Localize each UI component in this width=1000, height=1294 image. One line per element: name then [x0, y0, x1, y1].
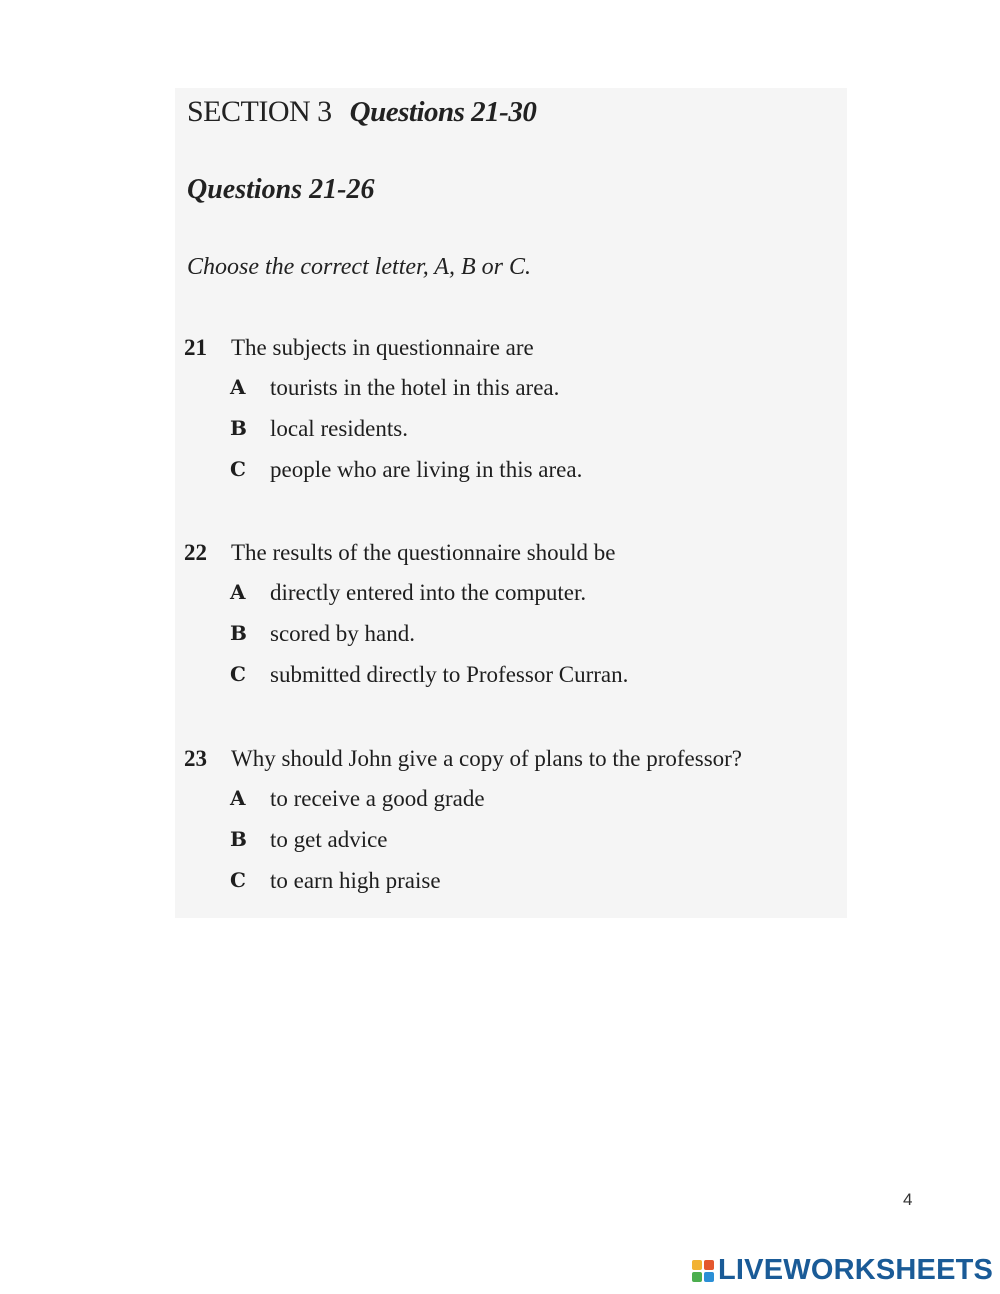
option-b[interactable]	[184, 827, 824, 868]
option-letter: C	[230, 457, 246, 481]
question-number: 22	[184, 540, 207, 565]
question-21	[184, 335, 824, 498]
question-stem: The results of the questionnaire should be	[231, 540, 616, 565]
option-c[interactable]	[184, 457, 824, 498]
brand-name: LIVEWORKSHEETS	[718, 1254, 994, 1286]
option-letter: A	[230, 786, 246, 810]
logo-square	[692, 1260, 702, 1270]
liveworksheets-logo-icon	[692, 1260, 714, 1282]
question-number: 21	[184, 335, 207, 360]
option-text: to receive a good grade	[270, 786, 485, 811]
option-letter: A	[230, 580, 246, 604]
logo-square	[704, 1260, 714, 1270]
question-23	[184, 746, 824, 909]
section-title	[187, 95, 536, 129]
option-letter: C	[230, 662, 246, 686]
option-letter: B	[230, 416, 247, 440]
option-text: directly entered into the computer.	[270, 580, 587, 605]
option-a[interactable]	[184, 375, 824, 416]
question-22	[184, 540, 824, 703]
option-text: to earn high praise	[270, 868, 441, 893]
question-stem: The subjects in questionnaire are	[231, 335, 534, 360]
option-text: to get advice	[270, 827, 388, 852]
logo-square	[704, 1272, 714, 1282]
option-c[interactable]	[184, 868, 824, 909]
option-a[interactable]	[184, 786, 824, 827]
questions-subheading: Questions 21-26	[187, 174, 375, 205]
option-text: submitted directly to Professor Curran.	[270, 662, 629, 687]
option-text: local residents.	[270, 416, 408, 441]
option-letter: B	[230, 827, 247, 851]
option-b[interactable]	[184, 621, 824, 662]
option-a[interactable]	[184, 580, 824, 621]
option-b[interactable]	[184, 416, 824, 457]
option-letter: B	[230, 621, 247, 645]
option-letter: A	[230, 375, 246, 399]
question-number: 23	[184, 746, 207, 771]
option-text: tourists in the hotel in this area.	[270, 375, 560, 400]
option-letter: C	[230, 868, 246, 892]
logo-square	[692, 1272, 702, 1282]
option-text: scored by hand.	[270, 621, 415, 646]
liveworksheets-brand[interactable]	[692, 1254, 993, 1287]
option-c[interactable]	[184, 662, 824, 703]
section-range: Questions 21-30	[349, 96, 537, 128]
option-text: people who are living in this area.	[270, 457, 583, 482]
page-number: 4	[903, 1190, 913, 1209]
section-label: SECTION 3	[187, 95, 332, 128]
question-stem: Why should John give a copy of plans to the professor?	[231, 746, 743, 771]
instruction-text: Choose the correct letter, A, B or C.	[187, 254, 531, 280]
